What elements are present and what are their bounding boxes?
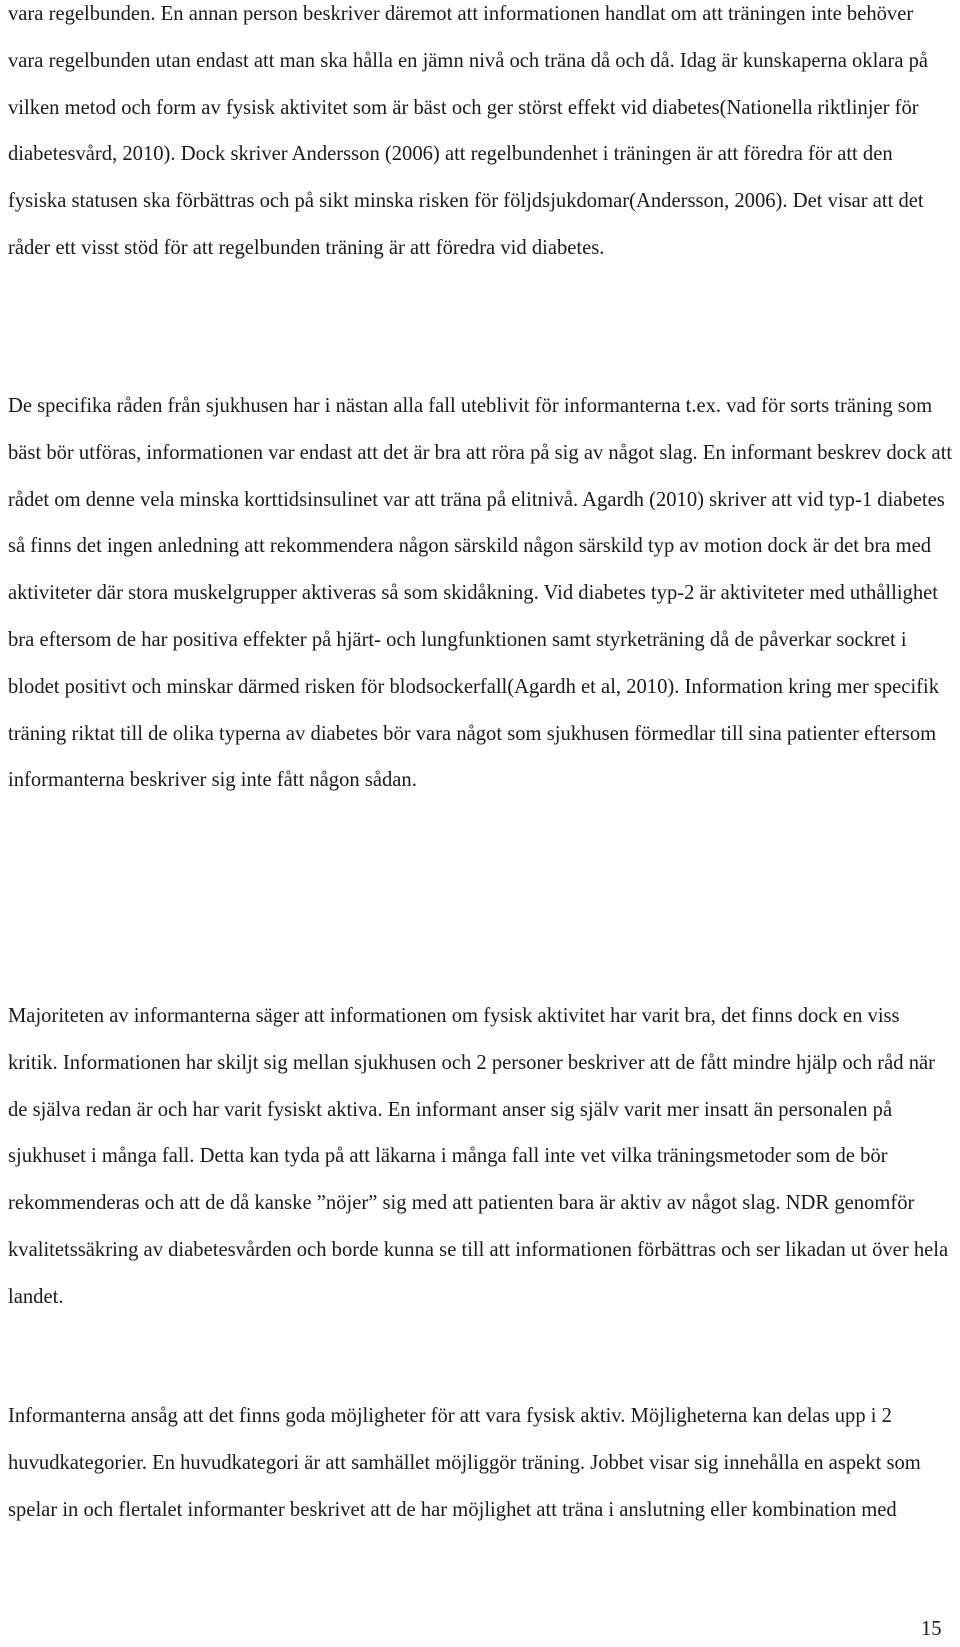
page-number: 15 [921, 1618, 942, 1640]
body-paragraph: Majoriteten av informanterna säger att informationen om fysisk aktivitet har varit bra, det finns dock en viss kritik. Informationen har skiljt sig mellan sjukhusen och 2 personer beskriver att de fått mindre hjälp och råd när de själva redan är och har varit fysiskt aktiva. En informant anser sig själv varit mer insatt än personalen på sjukhuset i många fall. Detta kan tyda på att läkarna i många fall inte vet vilka träningsmetoder som de bör rekommenderas och att de då kanske ”nöjer” sig med att patienten bara är aktiv av något slag. NDR genomför kvalitetssäkring av diabetesvården och borde kunna se till att informationen förbättras och ser likadan ut över hela landet. [8, 1005, 949, 1308]
body-paragraph: vara regelbunden. En annan person beskriver däremot att informationen handlat om att träningen inte behöver vara regelbunden utan endast att man ska hålla en jämn nivå och träna då och då. Idag är kunskaperna oklara på vilken metod och form av fysisk aktivitet som är bäst och ger störst effekt vid diabetes(Nationella riktlinjer för diabetesvård, 2010). Dock skriver Andersson (2006) att regelbundenhet i träningen är att föredra för att den fysiska statusen ska förbättras och på sikt minska risken för följdsjukdomar(Andersson, 2006). Det visar att det råder ett visst stöd för att regelbunden träning är att föredra vid diabetes. [8, 3, 929, 259]
body-paragraph: Informanterna ansåg att det finns goda möjligheter för att vara fysisk aktiv. Möjligheterna kan delas upp i 2 huvudkategorier. En huvudkategori är att samhället möjliggör träning. Jobbet visar sig innehålla en aspekt som spelar in och flertalet informanter beskrivet att de har möjlighet att träna i anslutning eller kombination med [8, 1405, 921, 1521]
body-paragraph: De specifika råden från sjukhusen har i nästan alla fall uteblivit för informanterna t.ex. vad för sorts träning som bäst bör utföras, informationen var endast att det är bra att röra på sig av något slag. En informant beskrev dock att rådet om denne vela minska korttidsinsulinet var att träna på elitnivå. Agardh (2010) skriver att vid typ-1 diabetes så finns det ingen anledning att rekommendera någon särskild någon särskild typ av motion dock är det bra med aktiviteter där stora muskelgrupper aktiveras så som skidåkning. Vid diabetes typ-2 är aktiviteter med uthållighet bra eftersom de har positiva effekter på hjärt- och lungfunktionen samt styrketräning då de påverkar sockret i blodet positivt och minskar därmed risken för blodsockerfall(Agardh et al, 2010). Information kring mer specifik träning riktat till de olika typerna av diabetes bör vara något som sjukhusen förmedlar till sina patienter eftersom informanterna beskriver sig inte fått någon sådan. [8, 395, 953, 792]
